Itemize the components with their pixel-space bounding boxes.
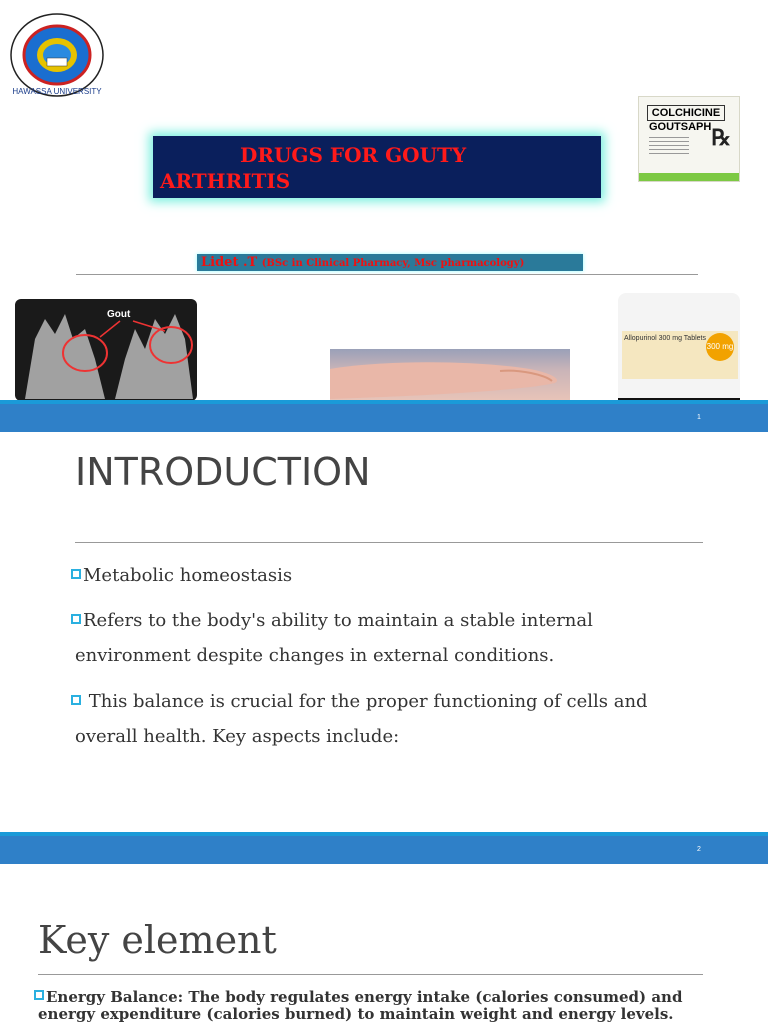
gout-xray-image: [15, 299, 197, 401]
divider: [76, 274, 698, 275]
xray-graphic: [15, 299, 197, 401]
fine-print: [649, 137, 689, 157]
bullet-item: [75, 684, 705, 754]
slide-1-footer: [0, 400, 768, 432]
checkbox-bullet-icon: [71, 614, 81, 624]
bullet-text: This balance is crucial for the proper functioning of cells and overall health. Key aspects include:: [75, 691, 648, 747]
bullet-item: [38, 989, 738, 1023]
university-logo: [9, 12, 105, 98]
checkbox-bullet-icon: [71, 695, 81, 705]
rx-icon: ℞: [711, 125, 731, 151]
title-line-1: DRUGS FOR GOUTY: [240, 143, 467, 167]
key-element-heading: Key element: [38, 918, 277, 962]
checkbox-bullet-icon: [71, 569, 81, 579]
xray-label: Gout: [107, 309, 131, 320]
allopurinol-image: [618, 293, 740, 408]
author-name: Lidet .T: [201, 255, 258, 270]
colchicine-brand: COLCHICINE: [647, 105, 725, 121]
slide-2-footer: [0, 832, 768, 864]
slide-2: [0, 432, 768, 866]
author-credentials: (BSc in Clinical Pharmacy, Msc pharmacology): [261, 258, 525, 269]
title-line-2: ARTHRITIS: [160, 169, 291, 193]
intro-heading: INTRODUCTION: [75, 450, 371, 494]
allopurinol-label: Allopurinol 300 mg Tablets: [624, 335, 706, 342]
bullet-text: Refers to the body's ability to maintain a stable internal environment despite changes in external conditions.: [75, 610, 593, 666]
title-box: [153, 136, 601, 198]
swollen-hand-image: [330, 349, 570, 401]
colchicine-image: [638, 96, 740, 182]
slide-3: [0, 866, 768, 1024]
bullet-item: [75, 603, 705, 673]
page-number: 2: [697, 846, 701, 853]
bullet-item: [75, 558, 705, 593]
checkbox-bullet-icon: [34, 990, 44, 1000]
divider: [75, 542, 703, 543]
bullet-text: Energy Balance: The body regulates energy intake (calories consumed) and energy expenditure (calories burned) to maintain weight and energy levels.: [38, 988, 683, 1023]
slide-1: [0, 0, 768, 432]
dose-badge: 300 mg: [706, 333, 734, 361]
divider: [38, 974, 703, 975]
page-number: 1: [697, 414, 701, 421]
bullet-text: Metabolic homeostasis: [83, 565, 293, 586]
author-line: [197, 254, 583, 271]
colchicine-sub: GOUTSAPH: [649, 121, 712, 133]
logo-text: HAWASSA UNIVERSITY: [12, 87, 102, 96]
green-stripe: [639, 173, 739, 181]
